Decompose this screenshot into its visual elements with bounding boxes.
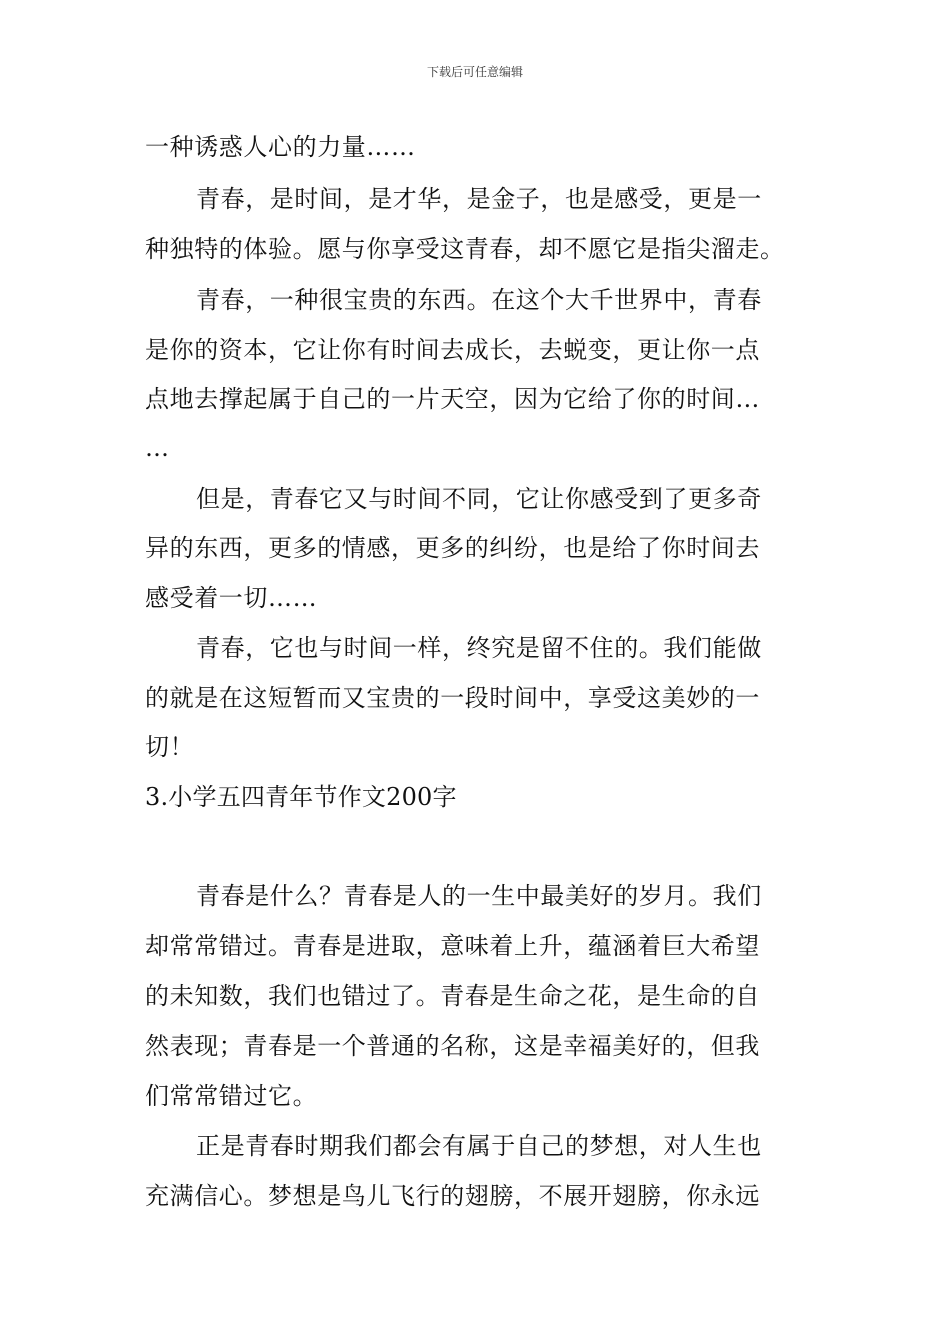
- text-line: …: [145, 434, 170, 462]
- text-line: 感受着一切……: [145, 584, 318, 612]
- text-line: 切！: [145, 733, 195, 761]
- paragraph-first-line: 正是青春时期我们都会有属于自己的梦想，对人生也: [196, 1132, 762, 1160]
- page-header-note: 下载后可任意编辑: [426, 65, 523, 79]
- paragraph-first-line: 青春，一种很宝贵的东西。在这个大千世界中，青春: [196, 286, 762, 314]
- text-line: 却常常错过。青春是进取，意味着上升，蕴涵着巨大希望: [145, 932, 760, 960]
- paragraph-first-line: 青春，是时间，是才华，是金子，也是感受，更是一: [196, 185, 762, 213]
- text-line: 们常常错过它。: [145, 1082, 318, 1110]
- text-line: 异的东西，更多的情感，更多的纠纷，也是给了你时间去: [145, 534, 760, 562]
- text-line: 点地去撑起属于自己的一片天空，因为它给了你的时间…: [145, 385, 760, 413]
- paragraph-first-line: 青春，它也与时间一样，终究是留不住的。我们能做: [196, 634, 762, 662]
- text-line: 的就是在这短暂而又宝贵的一段时间中，享受这美妙的一: [145, 684, 760, 712]
- paragraph-first-line: 青春是什么？青春是人的一生中最美好的岁月。我们: [196, 882, 762, 910]
- paragraph-first-line: 但是，青春它又与时间不同，它让你感受到了更多奇: [196, 485, 762, 513]
- section-heading: 3.小学五四青年节作文200字: [145, 783, 457, 811]
- text-line: 充满信心。梦想是鸟儿飞行的翅膀，不展开翅膀，你永远: [145, 1182, 760, 1210]
- text-line: 种独特的体验。愿与你享受这青春，却不愿它是指尖溜走。: [145, 235, 785, 263]
- text-line: 是你的资本，它让你有时间去成长，去蜕变，更让你一点: [145, 336, 760, 364]
- text-line: 一种诱惑人心的力量……: [145, 133, 416, 161]
- text-line: 的未知数，我们也错过了。青春是生命之花，是生命的自: [145, 982, 760, 1010]
- text-line: 然表现；青春是一个普通的名称，这是幸福美好的，但我: [145, 1032, 760, 1060]
